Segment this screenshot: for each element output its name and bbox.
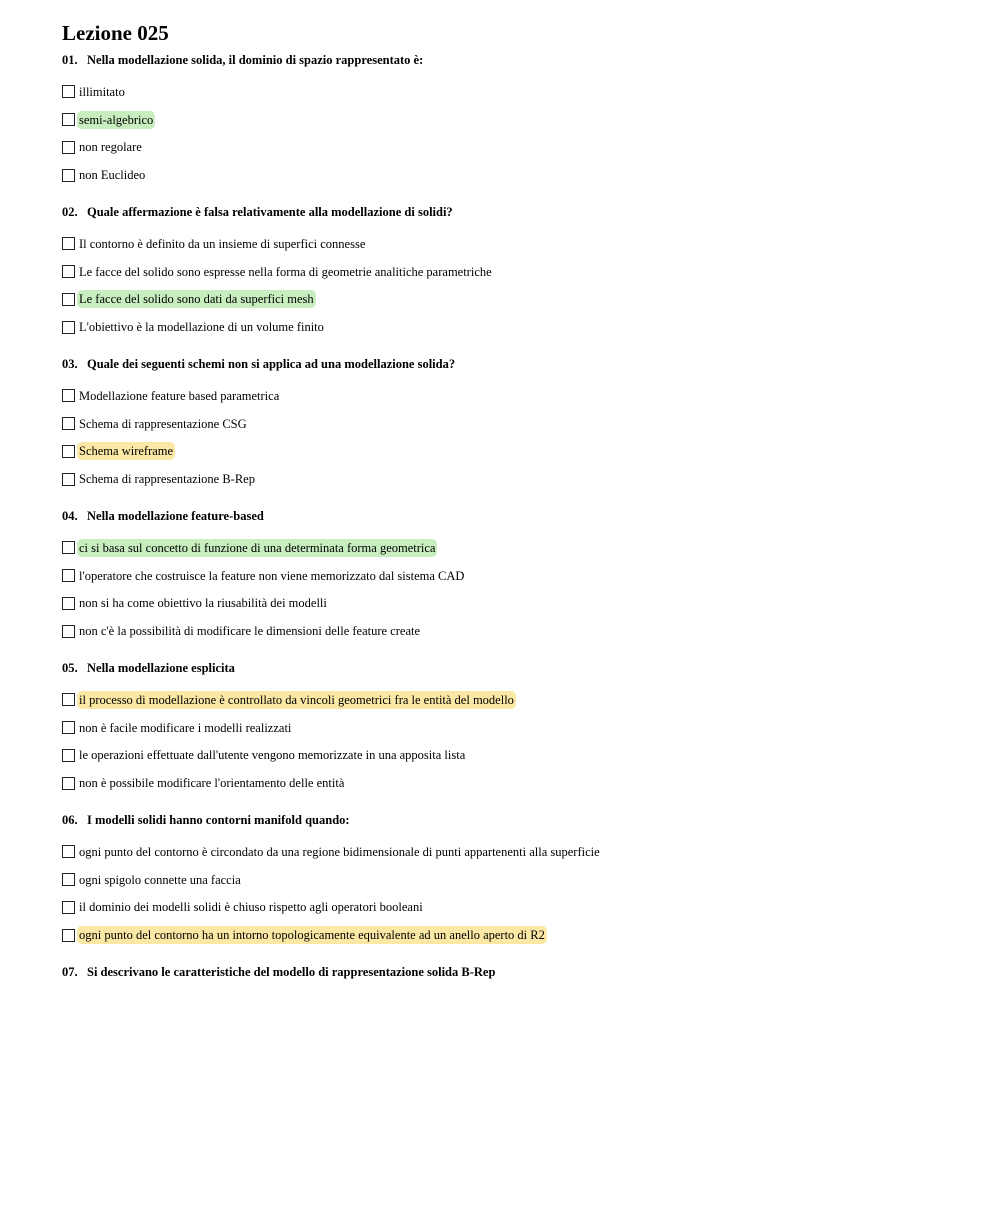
question-heading [62, 658, 962, 686]
answer-checkbox[interactable] [62, 141, 75, 154]
question-heading [62, 354, 962, 382]
question-heading [62, 506, 962, 534]
answer-option[interactable] [62, 534, 962, 562]
question-text: Nella modellazione esplicita [87, 661, 235, 675]
answer-checkbox[interactable] [62, 85, 75, 98]
answer-label: non si ha come obiettivo la riusabilità dei modelli [79, 596, 327, 611]
answer-checkbox[interactable] [62, 293, 75, 306]
question-07 [62, 962, 962, 990]
answer-checkbox[interactable] [62, 929, 75, 942]
answer-label-correct: semi-algebrico [79, 112, 154, 127]
answer-checkbox[interactable] [62, 901, 75, 914]
answer-option[interactable] [62, 438, 962, 466]
answer-option[interactable] [62, 230, 962, 258]
question-number: 05. [62, 661, 78, 675]
answer-checkbox[interactable] [62, 265, 75, 278]
answer-label: le operazioni effettuate dall'utente vengono memorizzate in una apposita lista [79, 748, 466, 763]
answer-option[interactable] [62, 921, 962, 949]
question-number: 06. [62, 813, 78, 827]
question-heading [62, 810, 962, 838]
answer-option[interactable] [62, 866, 962, 894]
answer-checkbox[interactable] [62, 693, 75, 706]
answer-option[interactable] [62, 686, 962, 714]
answer-label: non è possibile modificare l'orientamento delle entità [79, 776, 345, 791]
answer-option[interactable] [62, 838, 962, 866]
question-text: Nella modellazione solida, il dominio di spazio rappresentato è: [87, 53, 424, 67]
answer-option[interactable] [62, 286, 962, 314]
answer-label: Modellazione feature based parametrica [79, 388, 280, 403]
question-number: 02. [62, 205, 78, 219]
answer-option[interactable] [62, 465, 962, 493]
answer-checkbox[interactable] [62, 445, 75, 458]
question-05 [62, 658, 962, 797]
question-text: Si descrivano le caratteristiche del modello di rappresentazione solida B-Rep [87, 965, 496, 979]
answer-checkbox[interactable] [62, 321, 75, 334]
question-text: Quale dei seguenti schemi non si applica ad una modellazione solida? [87, 357, 456, 371]
answer-checkbox[interactable] [62, 417, 75, 430]
question-heading [62, 962, 962, 990]
answer-option[interactable] [62, 78, 962, 106]
answer-label: Schema di rappresentazione CSG [79, 416, 247, 431]
answer-option[interactable] [62, 410, 962, 438]
answer-option[interactable] [62, 894, 962, 922]
answer-option[interactable] [62, 134, 962, 162]
answer-checkbox[interactable] [62, 569, 75, 582]
answer-checkbox[interactable] [62, 597, 75, 610]
answer-label: Schema di rappresentazione B-Rep [79, 472, 255, 487]
answer-label: l'operatore che costruisce la feature non viene memorizzato dal sistema CAD [79, 568, 465, 583]
question-text: Nella modellazione feature-based [87, 509, 264, 523]
answer-option[interactable] [62, 714, 962, 742]
answer-option[interactable] [62, 258, 962, 286]
answer-option[interactable] [62, 313, 962, 341]
page-title: Lezione 025 [62, 21, 169, 45]
answer-checkbox[interactable] [62, 777, 75, 790]
question-number: 04. [62, 509, 78, 523]
quiz-page [62, 20, 962, 990]
answer-checkbox[interactable] [62, 113, 75, 126]
answer-label-partial: ogni punto del contorno ha un intorno topologicamente equivalente ad un anello aperto di R2 [79, 928, 545, 943]
answer-label: il dominio dei modelli solidi è chiuso rispetto agli operatori booleani [79, 900, 423, 915]
answer-label: L'obiettivo è la modellazione di un volume finito [79, 320, 324, 335]
answer-checkbox[interactable] [62, 625, 75, 638]
question-heading [62, 202, 962, 230]
answer-checkbox[interactable] [62, 721, 75, 734]
answer-label-partial: Schema wireframe [79, 444, 174, 459]
answer-label-partial: il processo di modellazione è controllato da vincoli geometrici fra le entità del modello [79, 692, 514, 707]
answer-checkbox[interactable] [62, 169, 75, 182]
answer-checkbox[interactable] [62, 541, 75, 554]
answer-option[interactable] [62, 106, 962, 134]
question-06 [62, 810, 962, 949]
question-number: 07. [62, 965, 78, 979]
answer-label: non c'è la possibilità di modificare le dimensioni delle feature create [79, 624, 421, 639]
answer-label-correct: Le facce del solido sono dati da superfici mesh [79, 292, 314, 307]
question-text: Quale affermazione è falsa relativamente alla modellazione di solidi? [87, 205, 453, 219]
answer-option[interactable] [62, 590, 962, 618]
answer-checkbox[interactable] [62, 473, 75, 486]
answer-label: Il contorno è definito da un insieme di superfici connesse [79, 236, 366, 251]
answer-label: non è facile modificare i modelli realizzati [79, 720, 292, 735]
question-number: 01. [62, 53, 78, 67]
answer-checkbox[interactable] [62, 237, 75, 250]
answer-checkbox[interactable] [62, 873, 75, 886]
answer-checkbox[interactable] [62, 389, 75, 402]
answer-label: ogni spigolo connette una faccia [79, 872, 241, 887]
question-02 [62, 202, 962, 341]
question-heading [62, 50, 962, 78]
answer-label: Le facce del solido sono espresse nella forma di geometrie analitiche parametriche [79, 264, 492, 279]
answer-option[interactable] [62, 617, 962, 645]
answer-label: ogni punto del contorno è circondato da una regione bidimensionale di punti appartenenti alla superficie [79, 844, 600, 859]
answer-label: non regolare [79, 140, 142, 155]
question-text: I modelli solidi hanno contorni manifold quando: [87, 813, 350, 827]
question-03 [62, 354, 962, 493]
question-number: 03. [62, 357, 78, 371]
answer-checkbox[interactable] [62, 749, 75, 762]
answer-label-correct: ci si basa sul concetto di funzione di una determinata forma geometrica [79, 540, 436, 555]
answer-option[interactable] [62, 742, 962, 770]
answer-option[interactable] [62, 161, 962, 189]
answer-label: illimitato [79, 84, 125, 99]
answer-option[interactable] [62, 769, 962, 797]
answer-checkbox[interactable] [62, 845, 75, 858]
answer-option[interactable] [62, 382, 962, 410]
answer-label: non Euclideo [79, 168, 146, 183]
question-04 [62, 506, 962, 645]
question-01 [62, 50, 962, 189]
answer-option[interactable] [62, 562, 962, 590]
